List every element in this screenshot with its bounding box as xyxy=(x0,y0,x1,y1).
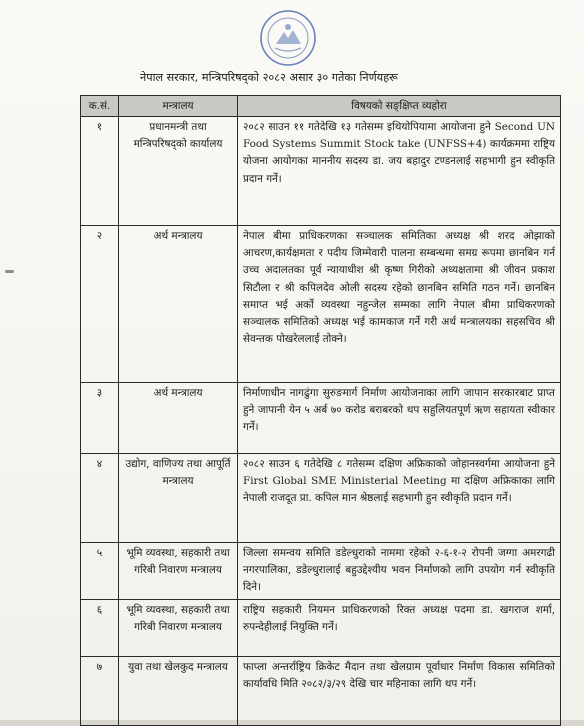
ministry-cell: उद्योग, वाणिज्य तथा आपूर्ति मन्त्रालय xyxy=(119,454,238,543)
subject-cell: २०८२ साउन ११ गतेदेखि १३ गतेसम्म इथियोपियामा आयोजना हुने Second UN Food Systems Summit Stock take (UNFSS+4) कार्यक्रममा राष्ट्रिय योजना आयोगका माननीय सदस्य डा. जय बहादुर टण्डनलाई सहभागी हुन स्वीकृति प्रदान गर्ने। xyxy=(238,117,561,226)
table-row xyxy=(81,656,561,725)
table-row xyxy=(81,226,561,383)
ministry-cell: युवा तथा खेलकुद मन्त्रालय xyxy=(119,656,238,725)
decisions-table xyxy=(80,95,561,726)
ministry-cell: प्रधानमन्त्री तथा मन्त्रिपरिषद्को कार्यालय xyxy=(119,117,238,226)
ministry-cell: भूमि व्यवस्था, सहकारी तथा गरिबी निवारण मन्त्रालय xyxy=(119,599,238,656)
serial-number: ३ xyxy=(81,383,119,454)
table-row xyxy=(81,599,561,656)
header-subject-summary: विषयको सङ्क्षिप्त व्यहोरा xyxy=(238,96,561,117)
subject-cell: राष्ट्रिय सहकारी नियमन प्राधिकरणको रिक्त अध्यक्ष पदमा डा. खगराज शर्मा, रुपन्देहीलाई नियुक्ति गर्ने। xyxy=(238,599,561,656)
punch-hole-mark xyxy=(5,270,14,273)
ministry-cell: अर्थ मन्त्रालय xyxy=(119,226,238,383)
page-title: नेपाल सरकार, मन्त्रिपरिषद्को २०८२ असार ३० गतेका निर्णयहरू xyxy=(140,71,398,84)
government-seal-icon xyxy=(258,8,318,68)
table-row xyxy=(81,543,561,600)
serial-number: २ xyxy=(81,226,119,383)
serial-number: ४ xyxy=(81,454,119,543)
subject-cell: फाप्ला अन्तर्राष्ट्रिय क्रिकेट मैदान तथा खेलग्राम पूर्वाधार निर्माण विकास समितिको कार्यावधि मिति २०८२/३/२९ देखि चार महिनाका लागि थप गर्ने। xyxy=(238,656,561,725)
ministry-cell: भूमि व्यवस्था, सहकारी तथा गरिबी निवारण मन्त्रालय xyxy=(119,543,238,600)
serial-number: ५ xyxy=(81,543,119,600)
subject-cell: नेपाल बीमा प्राधिकरणका सञ्चालक समितिका अध्यक्ष श्री शरद ओझाको आचरण,कार्यक्षमता र पदीय जिम्मेवारी पालना सम्बन्धमा समग्र रूपमा छानबिन गर्न उच्च अदालतका पूर्व न्यायाधीश श्री कृष्ण गिरीको अध्यक्षतामा श्री जीवन प्रकाश सिटौला र श्री कपिलदेव ओली सदस्य रहेको छानबिन समिति गठन गर्ने। छानबिन समाप्त भई अर्को व्यवस्था नहुन्जेल सम्मका लागि नेपाल बीमा प्राधिकरणको सञ्चालक समितिको अध्यक्ष भई कामकाज गर्ने गरी अर्थ मन्त्रालयका सहसचिव श्री सेवन्तक पोखरेललाई तोक्ने। xyxy=(238,226,561,383)
subject-cell: २०८२ साउन ६ गतेदेखि ८ गतेसम्म दक्षिण अफ्रिकाको जोहानस्वर्गमा आयोजना हुने First Global SME Ministerial Meeting मा दक्षिण अफ्रिकाका लागि नेपाली राजदूत प्रा. कपिल मान श्रेष्ठलाई सहभागी हुन स्वीकृति प्रदान गर्ने। xyxy=(238,454,561,543)
table-row xyxy=(81,383,561,454)
header-ministry: मन्त्रालय xyxy=(119,96,238,117)
serial-number: ६ xyxy=(81,599,119,656)
subject-cell: निर्माणाधीन नागढुंगा सुरुङमार्ग निर्माण आयोजनाका लागि जापान सरकारबाट प्राप्त हुने जापानी येन ५ अर्ब ७० करोड बराबरको थप सहुलियतपूर्ण ऋण सहायता स्वीकार गर्ने। xyxy=(238,383,561,454)
table-row xyxy=(81,454,561,543)
subject-cell: जिल्ला समन्वय समिति डडेल्धुराको नाममा रहेको २-६-१-२ रोपनी जग्गा अमरगढी नगरपालिका, डडेल्धुरालाई बहुउद्देश्यीय भवन निर्माणको लागि उपयोग गर्न स्वीकृति दिने। xyxy=(238,543,561,600)
header-serial-number: क.सं. xyxy=(81,96,119,117)
serial-number: १ xyxy=(81,117,119,226)
serial-number: ७ xyxy=(81,656,119,725)
ministry-cell: अर्थ मन्त्रालय xyxy=(119,383,238,454)
table-row xyxy=(81,117,561,226)
table-header-row xyxy=(81,96,561,117)
